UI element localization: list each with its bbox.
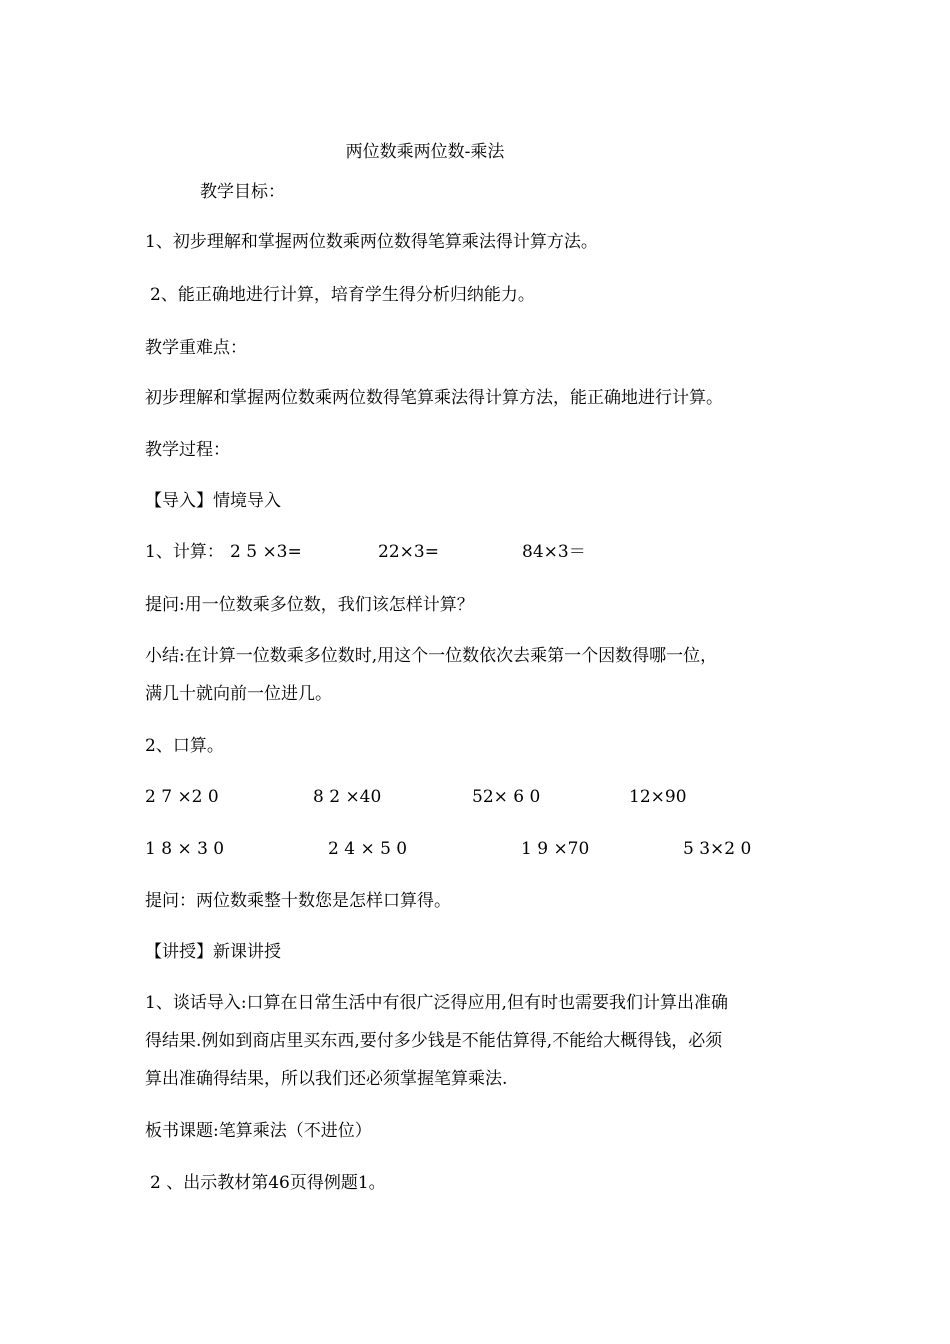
lecture-heading: 【讲授】新课讲授 [145, 942, 281, 962]
oral-row-1 [145, 787, 845, 807]
talk-line-1: 1、谈话导入:口算在日常生活中有很广泛得应用,但有时也需要我们计算出准确 [145, 993, 728, 1013]
calc-item: 22×3= [378, 542, 439, 562]
oral-item: 52× 6 0 [472, 787, 541, 807]
oral-item: 1 8 × 3 0 [145, 839, 225, 859]
oral-row-2 [145, 839, 845, 859]
goal-1: 1、初步理解和掌握两位数乘两位数得笔算乘法得计算方法。 [145, 232, 598, 252]
page-title: 两位数乘两位数-乘法 [345, 142, 505, 162]
calc-row [145, 542, 845, 562]
oral-item: 8 2 ×40 [313, 787, 382, 807]
oral-item: 1 9 ×70 [521, 839, 590, 859]
summary-line-1: 小结:在计算一位数乘多位数时,用这个一位数依次去乘第一个因数得哪一位， [145, 646, 718, 666]
talk-line-2: 得结果.例如到商店里买东西,要付多少钱是不能估算得,不能给大概得钱，必须 [145, 1031, 723, 1051]
question-2: 提问：两位数乘整十数您是怎样口算得。 [145, 891, 451, 911]
key-heading: 教学重难点： [145, 338, 247, 358]
calc-item: 84×3＝ [522, 542, 586, 562]
intro-heading: 【导入】情境导入 [145, 491, 281, 511]
oral-heading: 2、口算。 [145, 736, 224, 756]
board-title: 板书课题:笔算乘法（不进位） [145, 1121, 372, 1141]
summary-line-2: 满几十就向前一位进几。 [145, 684, 332, 704]
key-text: 初步理解和掌握两位数乘两位数得笔算乘法得计算方法，能正确地进行计算。 [145, 388, 723, 408]
example-line: 2 、出示教材第46页得例题1。 [150, 1173, 386, 1193]
goals-heading: 教学目标： [200, 182, 285, 202]
calc-item: 2 5 ×3= [230, 542, 302, 562]
calc-label: 1、计算： [145, 542, 224, 562]
oral-item: 12×90 [629, 787, 687, 807]
process-heading: 教学过程： [145, 440, 230, 460]
talk-line-3: 算出准确得结果，所以我们还必须掌握笔算乘法. [145, 1069, 508, 1089]
question-1: 提问:用一位数乘多位数，我们该怎样计算？ [145, 595, 474, 615]
goal-2: 2、能正确地进行计算，培育学生得分析归纳能力。 [150, 285, 535, 305]
oral-item: 5 3×2 0 [683, 839, 752, 859]
oral-item: 2 4 × 5 0 [328, 839, 408, 859]
oral-item: 2 7 ×2 0 [145, 787, 219, 807]
